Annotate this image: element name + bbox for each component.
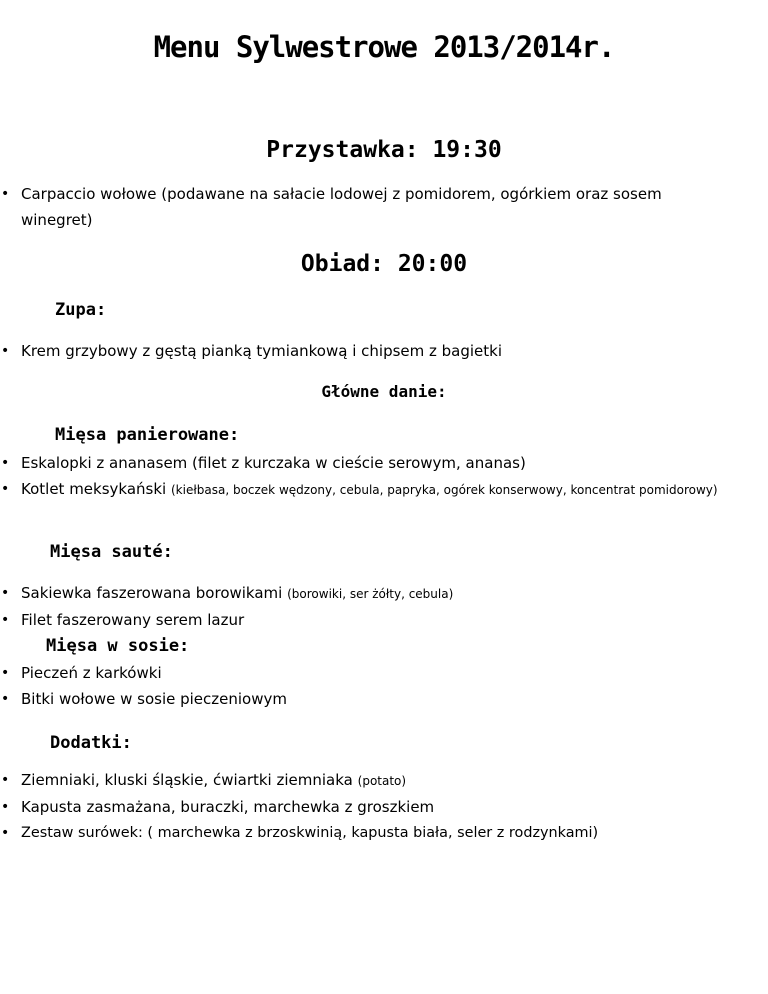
item-text: Zestaw surówek: ( marchewka z brzoskwinią, kapusta biała, seler z rodzynkami) <box>21 825 599 841</box>
item-text: Filet faszerowany serem lazur <box>21 611 245 629</box>
list-item <box>0 338 768 364</box>
panierowane-heading: Mięsa panierowane: <box>55 425 240 445</box>
item-text: Kapusta zasmażana, buraczki, marchewka z groszkiem <box>21 798 435 816</box>
item-text: Krem grzybowy z gęstą pianką tymiankową i chipsem z bagietki <box>21 342 503 360</box>
list-item <box>0 794 768 820</box>
list-item <box>0 607 768 633</box>
item-note: (kiełbasa, boczek wędzony, cebula, papryka, ogórek konserwowy, koncentrat pomidorowy) <box>170 483 718 497</box>
dodatki-list <box>0 767 768 846</box>
list-item <box>0 767 768 794</box>
dodatki-heading: Dodatki: <box>50 733 132 753</box>
sos-list <box>0 660 768 712</box>
obiad-heading: Obiad: 20:00 <box>300 251 468 277</box>
item-text: Sakiewka faszerowana borowikami <box>21 584 283 602</box>
item-text: Ziemniaki, kluski śląskie, ćwiartki ziemniaka <box>21 771 353 789</box>
panierowane-list <box>0 450 768 503</box>
saute-list <box>0 580 768 633</box>
sos-heading: Mięsa w sosie: <box>46 636 190 656</box>
list-item <box>0 450 768 476</box>
glowne-heading: Główne danie: <box>321 382 447 401</box>
list-item <box>0 476 768 503</box>
zupa-list <box>0 338 768 364</box>
zupa-heading: Zupa: <box>55 300 107 320</box>
list-item <box>0 580 768 607</box>
item-text: Pieczeń z karkówki <box>21 664 162 682</box>
list-item <box>0 686 768 712</box>
item-text: Bitki wołowe w sosie pieczeniowym <box>21 690 287 708</box>
item-text: Eskalopki z ananasem (filet z kurczaka w cieście serowym, ananas) <box>21 454 526 472</box>
list-item <box>0 820 768 846</box>
saute-heading: Mięsa sauté: <box>50 542 173 562</box>
list-item <box>0 660 768 686</box>
list-item <box>0 181 768 233</box>
przystawka-heading: Przystawka: 19:30 <box>266 137 502 163</box>
menu-title: Menu Sylwestrowe 2013/2014r. <box>153 30 615 64</box>
item-note: (potato) <box>357 774 407 788</box>
item-note: (borowiki, ser żółty, cebula) <box>287 587 454 601</box>
przystawka-list <box>0 181 768 233</box>
item-text: Kotlet meksykański <box>21 480 167 498</box>
item-text: Carpaccio wołowe (podawane na sałacie lodowej z pomidorem, ogórkiem oraz sosem winegret) <box>21 185 662 229</box>
